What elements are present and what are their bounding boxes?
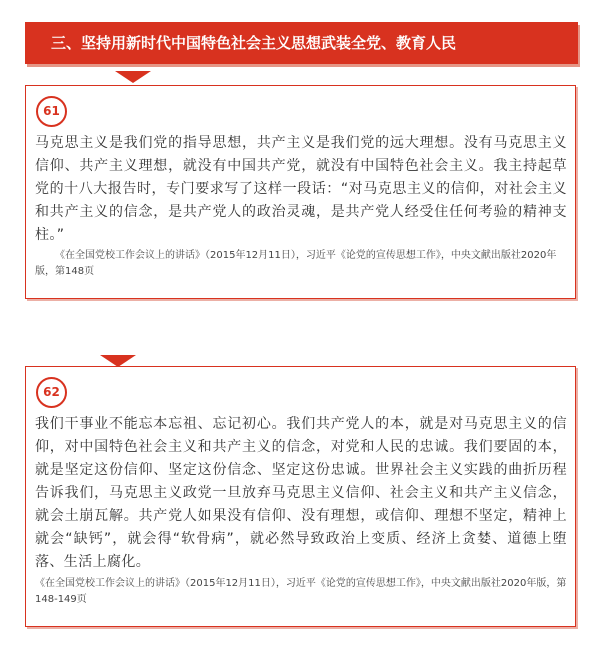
quote-text: 马克思主义是我们党的指导思想，共产主义是我们党的远大理想。没有马克思主义信仰、共产主义理想，就没有中国共产党，就没有中国特色社会主义。我主持起草党的十八大报告时，专门要求写了这样一段话：“对马克思主义的信仰，对社会主义和共产主义的信念，是共产党人的政治灵魂，是共产党人经受住任何考验的精神支柱。” <box>35 135 567 243</box>
section-title: 三、坚持用新时代中国特色社会主义思想武装全党、教育人民 <box>51 34 457 52</box>
quote-source: 《在全国党校工作会议上的讲话》（2015年12月11日），习近平《论党的宣传思想工作》，中央文献出版社2020年版，第148页 <box>35 250 557 277</box>
quote-card <box>25 366 576 627</box>
quote-text: 我们干事业不能忘本忘祖、忘记初心。我们共产党人的本，就是对马克思主义的信仰，对中国特色社会主义和共产主义的信念，对党和人民的忠诚。我们要固的本，就是坚定这份信仰、坚定这份信念、坚定这份忠诚。世界社会主义实践的曲折历程告诉我们，马克思主义政党一旦放弃马克思主义信仰、社会主义和共产主义信念，就会土崩瓦解。共产党人如果没有信仰、没有理想，或信仰、理想不坚定，精神上就会“缺钙”，就会得“软骨病”，就必然导致政治上变质、经济上贪婪、道德上堕落、生活上腐化。 <box>35 416 567 570</box>
quote-source: 《在全国党校工作会议上的讲话》（2015年12月11日），习近平《论党的宣传思想工作》，中央文献出版社2020年版，第148-149页 <box>35 578 567 605</box>
section-header-banner <box>25 22 578 64</box>
quote-number-badge: 62 <box>36 377 67 408</box>
down-arrow-decoration <box>115 71 151 83</box>
quote-number-badge: 61 <box>36 96 67 127</box>
quote-card <box>25 85 576 299</box>
